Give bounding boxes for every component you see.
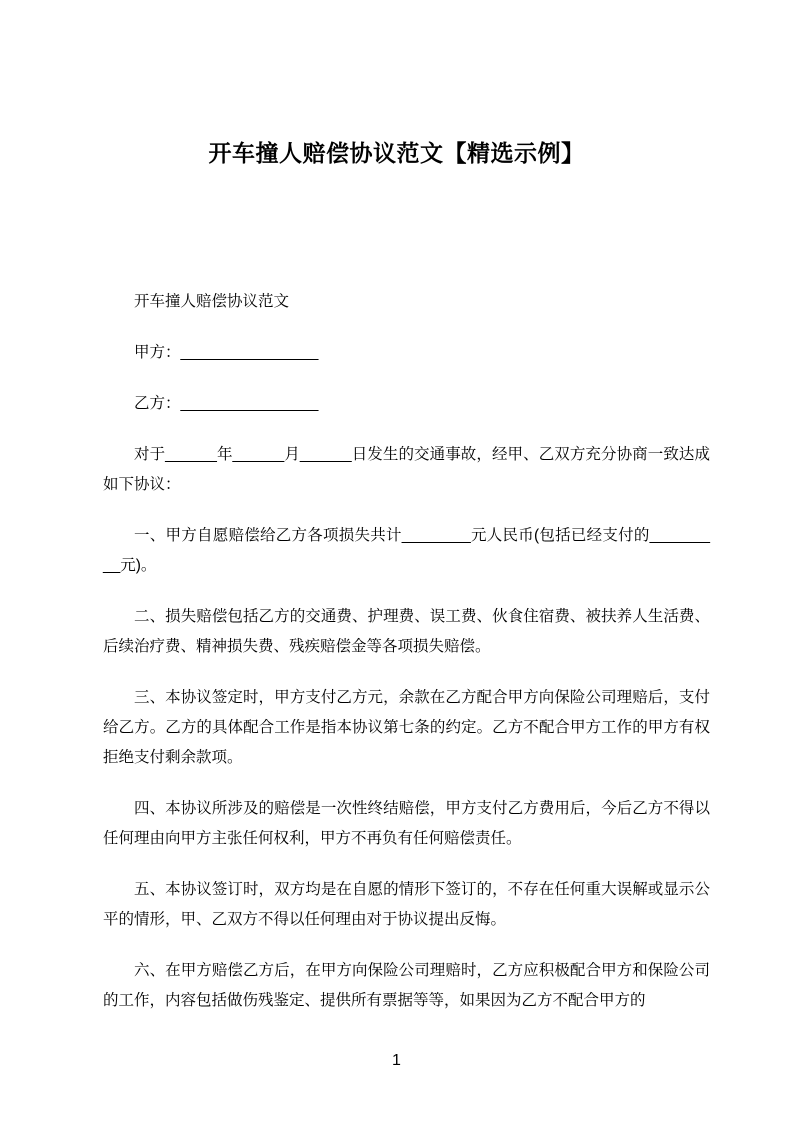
- document-body: [103, 287, 710, 1016]
- paragraph-clause-2: 二、损失赔偿包括乙方的交通费、护理费、误工费、伙食住宿费、被扶养人生活费、后续治疗费、精神损失费、残疾赔偿金等各项损失赔偿。: [103, 608, 710, 655]
- paragraph-clause-1: 一、甲方自愿赔偿给乙方各项损失共计________元人民币(包括已经支付的_________元)。: [103, 527, 710, 574]
- paragraph-party-b-blank: 乙方：________________: [134, 395, 319, 412]
- paragraph-clause-3: 三、本协议签定时，甲方支付乙方元，余款在乙方配合甲方向保险公司理赔后，支付给乙方。乙方的具体配合工作是指本协议第七条的约定。乙方不配合甲方工作的甲方有权拒绝支付剩余款项。: [103, 689, 710, 766]
- document-title: 开车撞人赔偿协议范文【精选示例】: [208, 140, 585, 166]
- paragraph-heading-line: 开车撞人赔偿协议范文: [134, 293, 290, 310]
- paragraph-clause-6: 六、在甲方赔偿乙方后，在甲方向保险公司理赔时，乙方应积极配合甲方和保险公司的工作，内容包括做伤残鉴定、提供所有票据等等，如果因为乙方不配合甲方的: [103, 962, 710, 1009]
- page-number: 1: [392, 1052, 401, 1069]
- paragraph-preamble: 对于______年______月______日发生的交通事故，经甲、乙双方充分协商一致达成如下协议：: [103, 446, 710, 493]
- paragraph-clause-5: 五、本协议签订时，双方均是在自愿的情形下签订的，不存在任何重大误解或显示公平的情形，甲、乙双方不得以任何理由对于协议提出反悔。: [103, 881, 710, 928]
- paragraph-clause-4: 四、本协议所涉及的赔偿是一次性终结赔偿，甲方支付乙方费用后，今后乙方不得以任何理由向甲方主张任何权利，甲方不再负有任何赔偿责任。: [103, 800, 710, 847]
- paragraph-party-a-blank: 甲方：________________: [134, 344, 319, 361]
